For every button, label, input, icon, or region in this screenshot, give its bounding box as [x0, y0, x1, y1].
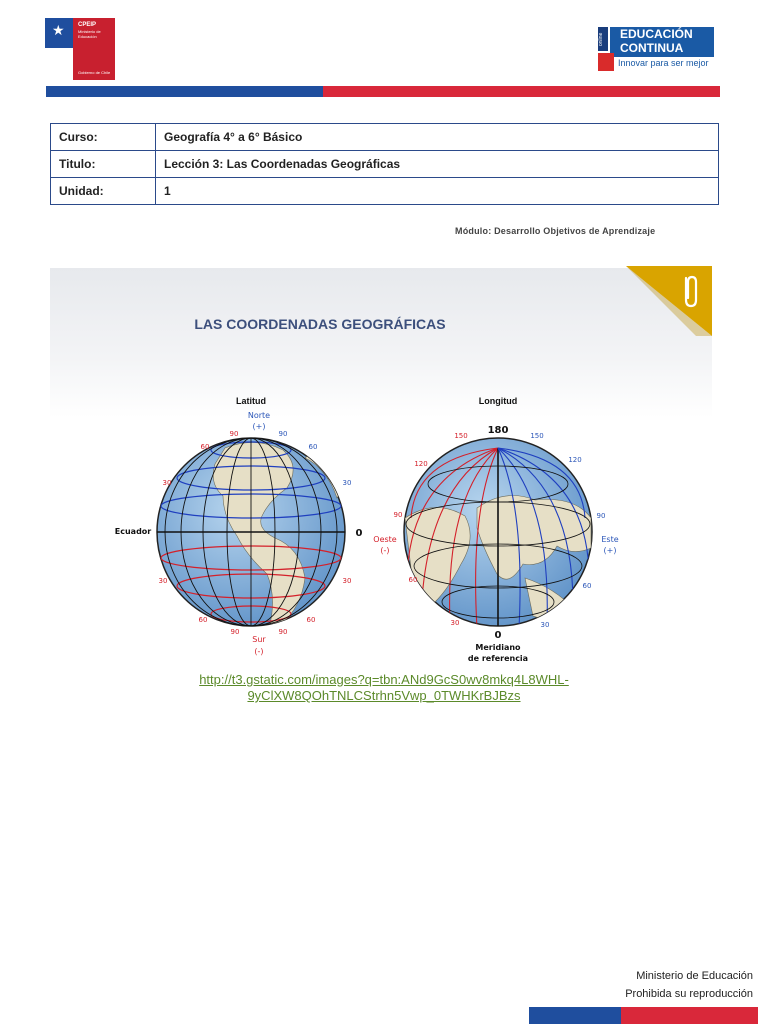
longitude-180-label: 180	[487, 425, 509, 436]
logo-title-block	[610, 27, 714, 57]
meridiano-label: Meridiano	[475, 643, 521, 652]
modulo-label: Módulo: Desarrollo Objetivos de Aprendizaje	[455, 226, 656, 236]
tick-lat-n60-right: 60	[308, 443, 318, 451]
tick-lat-s60-right: 60	[306, 616, 316, 624]
de-referencia-label: de referencia	[467, 654, 529, 663]
table-row	[51, 151, 719, 178]
image-source-link[interactable]	[150, 672, 618, 704]
logo-title-line2: CONTINUA	[620, 41, 684, 55]
logo-footer: Gobierno de Chile	[78, 70, 111, 75]
latitude-globe	[115, 396, 363, 656]
unidad-value: 1	[156, 178, 719, 205]
logo-title-line1: EDUCACIÓN	[620, 27, 693, 41]
footer-text	[560, 967, 753, 1003]
sur-sign: (-)	[254, 647, 264, 656]
star-icon: ★	[52, 22, 65, 38]
logo-subtitle: Ministerio de Educación	[78, 29, 101, 39]
paperclip-corner	[626, 266, 712, 336]
longitude-zero-label: 0	[494, 630, 502, 641]
tick-lat-n90-left: 90	[229, 430, 239, 438]
longitude-globe	[373, 396, 618, 663]
norte-label: Norte	[247, 411, 271, 420]
tick-lon-e30: 30	[540, 621, 550, 629]
bottom-bar-red	[621, 1007, 758, 1024]
unidad-label: Unidad:	[51, 178, 156, 205]
curso-label: Curso:	[51, 124, 156, 151]
sur-label: Sur	[252, 635, 266, 644]
top-bar-red	[323, 86, 720, 97]
curso-value: Geografía 4° a 6° Básico	[156, 124, 719, 151]
logo-red-square	[598, 53, 614, 71]
tick-lat-s90-right: 90	[278, 628, 288, 636]
tick-lon-e90: 90	[596, 512, 606, 520]
logo-acronym: CPEIP	[78, 22, 97, 28]
logo-tagline: Innovar para ser mejor	[618, 58, 709, 68]
tick-lon-e150: 150	[530, 432, 544, 440]
source-link-line2[interactable]: 9yClXW8QOhTNLCStrhn5Vwp_0TWHKrBJBzs	[247, 688, 521, 703]
bottom-bar-blue	[529, 1007, 621, 1024]
tick-lat-s90-left: 90	[230, 628, 240, 636]
este-sign: (+)	[603, 546, 617, 555]
tick-lat-n90-right: 90	[278, 430, 288, 438]
footer-prohibida: Prohibida su reproducción	[625, 988, 753, 1000]
tick-lon-e60: 60	[582, 582, 592, 590]
equator-zero-label: 0	[355, 528, 363, 539]
tricolor-bottom-bar	[529, 1007, 758, 1024]
tick-lon-e120: 120	[568, 456, 582, 464]
tick-lon-w150: 150	[454, 432, 468, 440]
norte-sign: (+)	[252, 422, 266, 431]
tick-lat-n60-left: 60	[200, 443, 210, 451]
footer-ministerio: Ministerio de Educación	[636, 970, 753, 982]
tricolor-top-bar	[46, 86, 720, 97]
titulo-value: Lección 3: Las Coordenadas Geográficas	[156, 151, 719, 178]
table-row	[51, 178, 719, 205]
table-row	[51, 124, 719, 151]
tick-lon-w30: 30	[450, 619, 460, 627]
oeste-label: Oeste	[373, 535, 397, 544]
oeste-sign: (-)	[380, 546, 390, 555]
source-link-line1[interactable]: http://t3.gstatic.com/images?q=tbn:ANd9GcS0wv8mkq4L8WHL-	[199, 672, 569, 687]
globes-figure	[105, 388, 625, 668]
tick-lat-s60-left: 60	[198, 616, 208, 624]
tick-lat-n30-left: 30	[162, 479, 172, 487]
logo-blue-block	[45, 18, 73, 48]
logo-white-block	[45, 48, 73, 80]
cpeip-logo	[45, 18, 115, 80]
figure-title: LAS COORDENADAS GEOGRÁFICAS	[194, 316, 446, 332]
tick-lon-w90: 90	[393, 511, 403, 519]
educacion-continua-logo	[598, 27, 714, 73]
tick-lat-n30-right: 30	[342, 479, 352, 487]
tick-lon-w60: 60	[408, 576, 418, 584]
top-bar-blue	[46, 86, 323, 97]
tick-lat-s30-left: 30	[158, 577, 168, 585]
tick-lat-s30-right: 30	[342, 577, 352, 585]
ecuador-label: Ecuador	[114, 527, 152, 536]
course-info-table	[50, 123, 719, 205]
tick-lon-w120: 120	[414, 460, 428, 468]
titulo-label: Titulo:	[51, 151, 156, 178]
longitude-title: Longitud	[478, 396, 518, 406]
latitude-title: Latitud	[236, 396, 266, 406]
logo-side-label: online	[598, 27, 608, 51]
este-label: Este	[601, 535, 619, 544]
